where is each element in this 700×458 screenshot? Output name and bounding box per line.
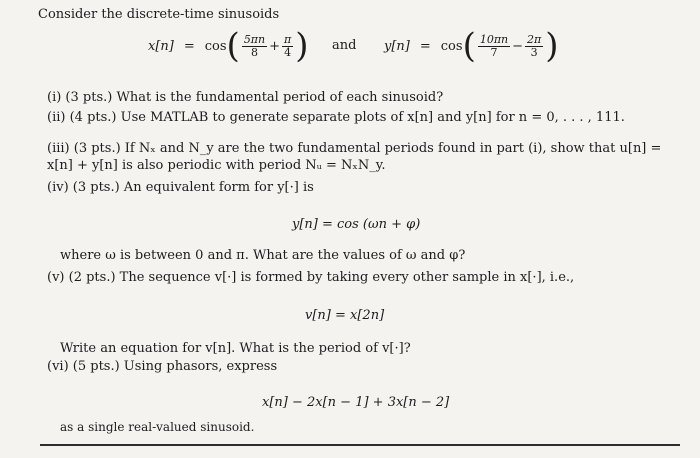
and-word: and (332, 38, 357, 53)
item-vi: (vi) (5 pts.) Using phasors, express (47, 359, 278, 374)
item-iii-line1: (iii) (3 pts.) If Nₓ and N_y are the two fundamental periods found in part (i), show that u[n] = (47, 141, 662, 156)
eq2-lparen: ( (462, 26, 476, 66)
eq1-lhs: x[n] (148, 38, 174, 54)
item-vi-tail: as a single real-valued sinusoid. (60, 420, 255, 434)
eq1-lparen: ( (226, 26, 240, 66)
item-iii-line2: x[n] + y[n] is also periodic with period Nᵤ = NₓN_y. (47, 158, 386, 173)
item-iv-equation: y[n] = cos (ωn + φ) (292, 217, 421, 232)
eq1-frac2: $\frac{\pi}{4}$ (284, 32, 292, 59)
eq1-plus: + (269, 38, 281, 54)
eq2-lhs: y[n] (384, 38, 410, 54)
eq2-rparen: ) (545, 26, 559, 66)
eq1-rparen: ) (295, 26, 309, 66)
item-i: (i) (3 pts.) What is the fundamental period of each sinusoid? (47, 90, 444, 105)
intro-text: Consider the discrete-time sinusoids (38, 7, 280, 22)
item-ii: (ii) (4 pts.) Use MATLAB to generate separate plots of x[n] and y[n] for n = 0, . . . , 111. (47, 110, 625, 125)
item-iv: (iv) (3 pts.) An equivalent form for y[·] is (47, 180, 314, 195)
eq2-frac2: $\frac{2\pi}{3}$ (527, 32, 542, 59)
item-vi-equation: x[n] − 2x[n − 1] + 3x[n − 2] (262, 395, 450, 410)
item-v-write: Write an equation for v[n]. What is the period of v[·]? (60, 341, 411, 356)
item-v: (v) (2 pts.) The sequence v[·] is formed by taking every other sample in x[·], i.e., (47, 270, 575, 285)
eq2-minus: − (512, 38, 524, 54)
bottom-divider (40, 444, 680, 446)
eq1-frac1: $\frac{5\pi n}{8}$ (243, 32, 266, 59)
equation-x (148, 24, 309, 68)
eq2-equals: = (419, 38, 431, 54)
eq1-cos: cos (204, 38, 227, 54)
eq1-equals: = (183, 38, 195, 54)
item-iv-where: where ω is between 0 and π. What are the values of ω and φ? (60, 248, 466, 263)
eq2-cos: cos (440, 38, 463, 54)
equation-y (384, 24, 559, 68)
item-v-equation: v[n] = x[2n] (305, 308, 385, 323)
eq2-frac1: $\frac{10\pi n}{7}$ (479, 32, 509, 59)
